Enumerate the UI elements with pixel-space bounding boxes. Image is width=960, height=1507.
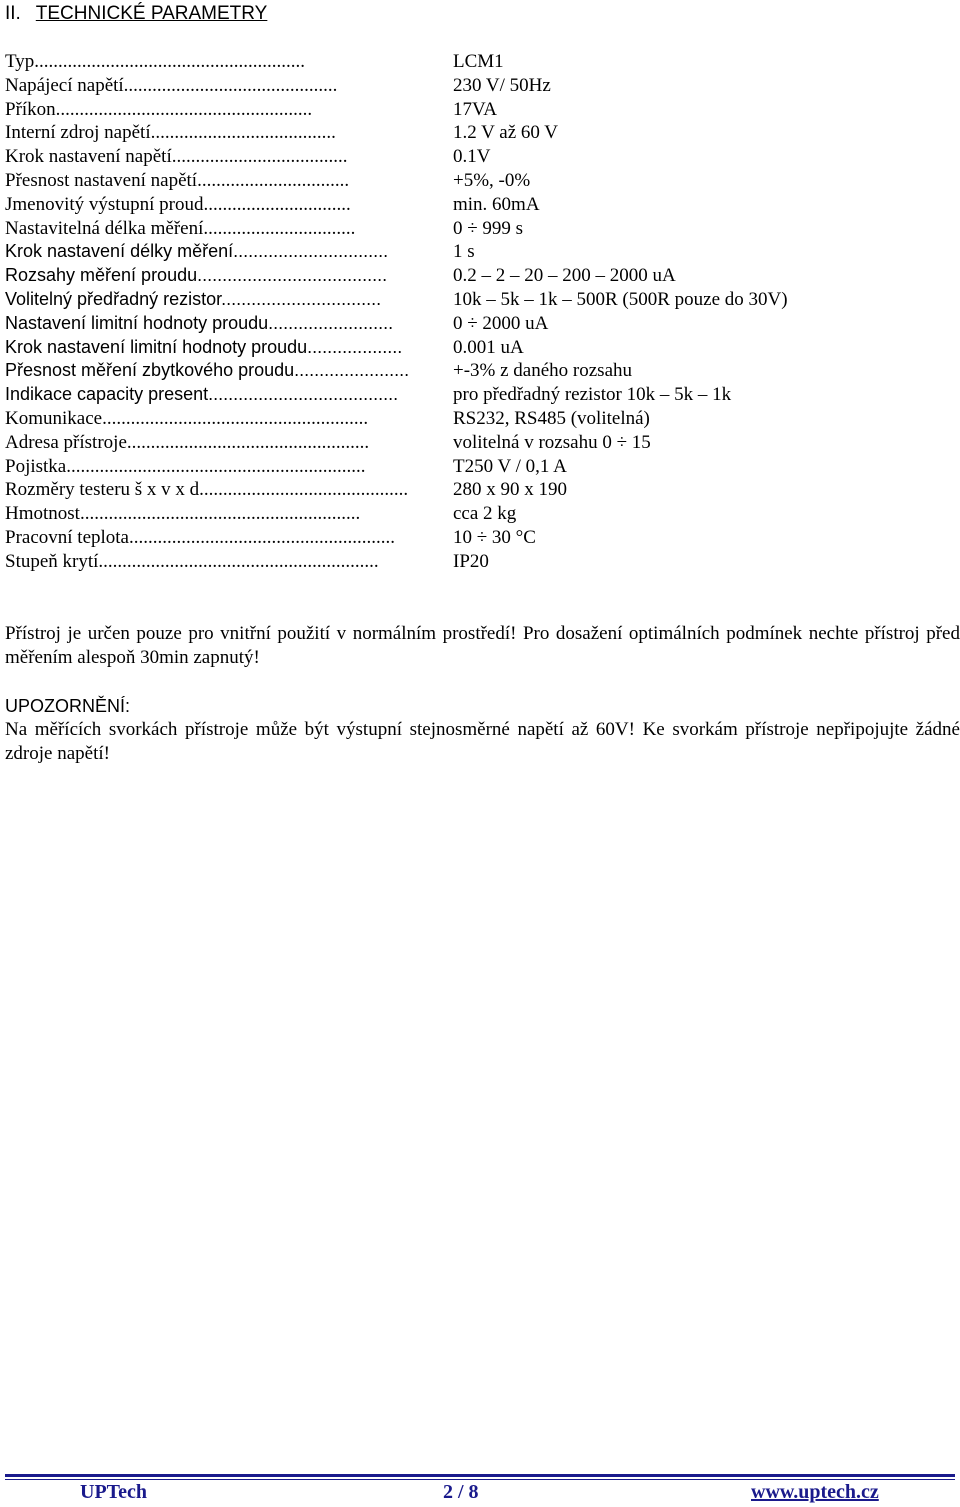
param-label: Napájecí napětí............................................. xyxy=(5,74,338,96)
param-label: Pracovní teplota........................................................ xyxy=(5,526,395,548)
footer-page-number: 2 / 8 xyxy=(443,1481,479,1503)
param-label: Rozměry testeru š x v x d............................................ xyxy=(5,479,409,501)
param-value: 0.1V xyxy=(453,146,491,168)
param-value: 230 V/ 50Hz xyxy=(453,74,551,96)
param-label: Hmotnost........................................................... xyxy=(5,503,361,525)
param-row-leakage-accuracy xyxy=(5,359,955,383)
param-label: Komunikace........................................................ xyxy=(5,407,369,429)
param-row-capacity-indication xyxy=(5,383,955,407)
param-value: 1.2 V až 60 V xyxy=(453,122,559,144)
param-label: Volitelný předřadný rezistor................................ xyxy=(5,288,382,309)
param-value: 17VA xyxy=(453,98,497,120)
param-value: cca 2 kg xyxy=(453,503,517,525)
param-label: Jmenovitý výstupní proud............................... xyxy=(5,193,351,215)
section-heading xyxy=(5,2,267,26)
param-value: +5%, -0% xyxy=(453,169,531,191)
param-label: Krok nastavení napětí..................................... xyxy=(5,146,348,168)
param-label: Stupeň krytí........................................................... xyxy=(5,550,379,572)
param-label: Nastavitelná délka měření................................ xyxy=(5,217,356,239)
param-value: 0 ÷ 999 s xyxy=(453,217,524,239)
param-label: Přesnost nastavení napětí................................ xyxy=(5,169,350,191)
param-label: Interní zdroj napětí....................................... xyxy=(5,122,336,144)
param-row-length-step xyxy=(5,240,955,264)
param-value: min. 60mA xyxy=(453,193,540,215)
param-row-device-address xyxy=(5,431,955,455)
param-row-weight xyxy=(5,502,955,526)
param-value: pro předřadný rezistor 10k – 5k – 1k xyxy=(453,384,732,406)
param-label: Krok nastavení limitní hodnoty proudu................... xyxy=(5,336,403,357)
param-row-communication xyxy=(5,407,955,431)
param-value: 1 s xyxy=(453,241,475,263)
warning-title: UPOZORNĚNÍ: xyxy=(5,696,131,716)
param-label: Rozsahy měření proudu...................................... xyxy=(5,265,388,286)
param-value: +-3% z daného rozsahu xyxy=(453,360,633,382)
param-value: 280 x 90 x 190 xyxy=(453,479,567,501)
param-row-dimensions xyxy=(5,478,955,502)
param-row-power-input xyxy=(5,98,955,122)
param-value: 0.2 – 2 – 20 – 200 – 2000 uA xyxy=(453,265,676,287)
param-row-protection-class xyxy=(5,550,955,574)
param-row-output-current xyxy=(5,193,955,217)
param-value: 0 ÷ 2000 uA xyxy=(453,312,549,334)
param-row-current-limit-step xyxy=(5,336,955,360)
param-row-voltage-step xyxy=(5,145,955,169)
param-label: Adresa přístroje................................................... xyxy=(5,431,370,453)
param-label: Typ......................................................... xyxy=(5,51,306,72)
param-row-type xyxy=(5,50,955,74)
param-row-supply-voltage xyxy=(5,74,955,98)
param-value: IP20 xyxy=(453,550,489,572)
param-label: Nastavení limitní hodnoty proudu......................... xyxy=(5,312,394,333)
param-label: Krok nastavení délky měření............................... xyxy=(5,241,389,262)
param-label: Pojistka............................................................... xyxy=(5,455,366,477)
param-row-operating-temperature xyxy=(5,526,955,550)
section-number: II. xyxy=(5,3,21,24)
parameters-list xyxy=(5,50,955,574)
param-row-current-ranges xyxy=(5,264,955,288)
warning-text: Na měřících svorkách přístroje může být výstupní stejnosměrné napětí až 60V! Ke svorkám přístroje nepřipojujte žádné zdroje napětí! xyxy=(5,719,960,764)
footer-divider xyxy=(5,1474,955,1477)
param-value: T250 V / 0,1 A xyxy=(453,455,567,477)
param-row-measurement-length xyxy=(5,217,955,241)
param-value: volitelná v rozsahu 0 ÷ 15 xyxy=(453,431,651,453)
param-label: Přesnost měření zbytkového proudu....................... xyxy=(5,360,410,381)
param-row-current-limit xyxy=(5,312,955,336)
param-row-internal-source xyxy=(5,121,955,145)
footer-company: UPTech xyxy=(80,1481,148,1503)
param-value: 10 ÷ 30 °C xyxy=(453,526,536,548)
param-value: 0.001 uA xyxy=(453,336,524,358)
footer-website-link[interactable]: www.uptech.cz xyxy=(751,1481,879,1503)
param-row-voltage-accuracy xyxy=(5,169,955,193)
section-title: TECHNICKÉ PARAMETRY xyxy=(35,3,268,24)
usage-notice: Přístroj je určen pouze pro vnitřní použití v normálním prostředí! Pro dosažení optimálních podmínek nechte přístroj před měřením alespoň 30min zapnutý! xyxy=(5,623,960,668)
param-value: RS232, RS485 (volitelná) xyxy=(453,407,650,429)
param-row-series-resistor xyxy=(5,288,955,312)
param-value: LCM1 xyxy=(453,51,504,72)
param-row-fuse xyxy=(5,455,955,479)
param-value: 10k – 5k – 1k – 500R (500R pouze do 30V) xyxy=(453,288,788,310)
param-label: Příkon...................................................... xyxy=(5,98,313,120)
param-label: Indikace capacity present...................................... xyxy=(5,384,399,405)
